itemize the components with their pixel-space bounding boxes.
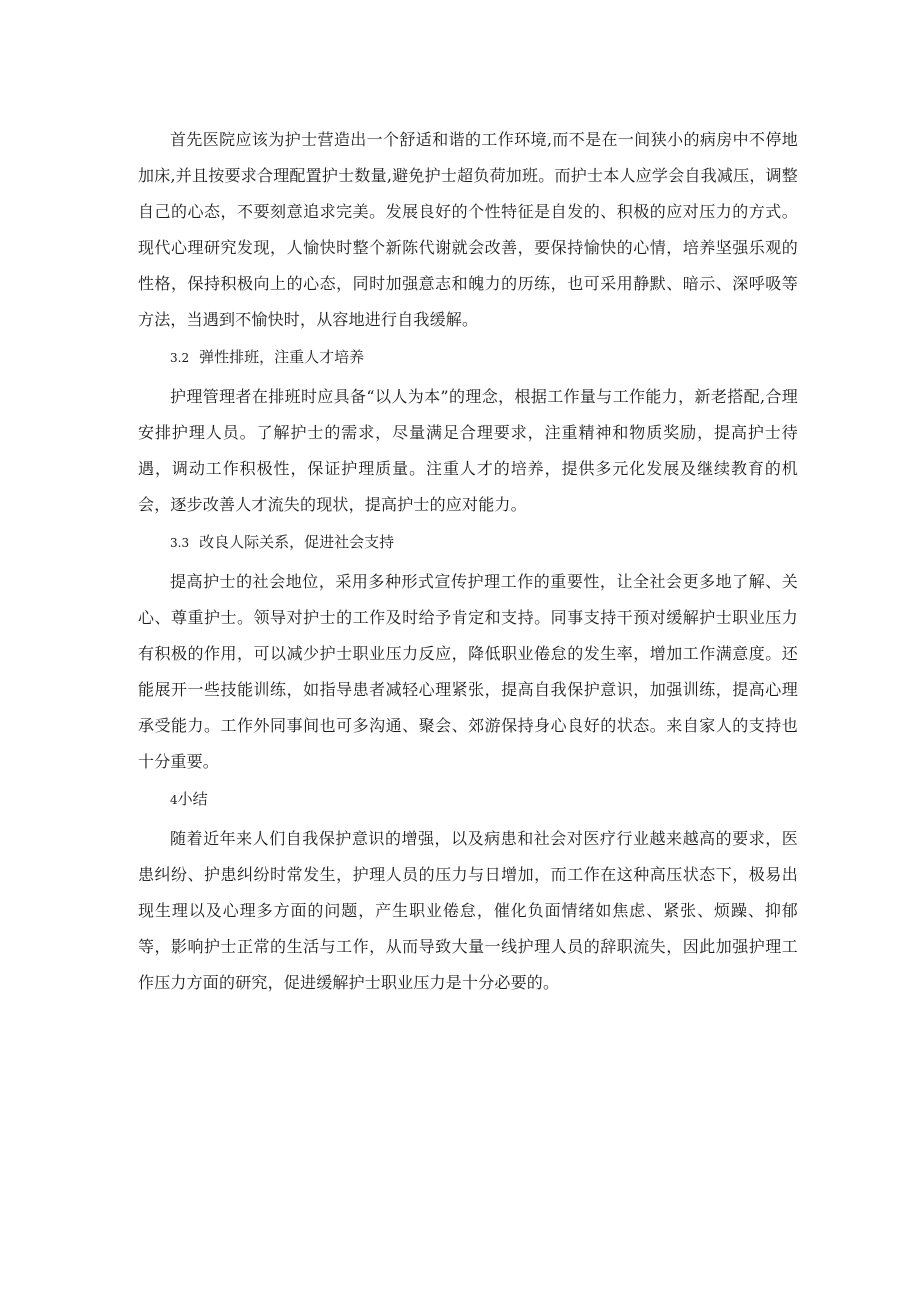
document-page	[138, 122, 798, 1005]
section-title: 弹性排班，注重人才培养	[199, 348, 365, 366]
section-number: 4	[170, 793, 178, 807]
section-heading-3-2	[138, 342, 798, 373]
section-number: 3.2	[170, 351, 190, 365]
paragraph-summary: 随着近年来人们自我保护意识的增强，以及病患和社会对医疗行业越来越高的要求，医患纠纷、护患纠纷时常发生，护理人员的压力与日增加，而工作在这种高压状态下，极易出现生理以及心理多方面的问题，产生职业倦怠，催化负面情绪如焦虑、紧张、烦躁、抑郁等，影响护士正常的生活与工作，从而导致大量一线护理人员的辞职流失，因此加强护理工作压力方面的研究，促进缓解护士职业压力是十分必要的。	[138, 829, 798, 992]
section-heading-3-3	[138, 527, 798, 558]
section-heading-4	[138, 784, 798, 815]
paragraph-social-support: 提高护士的社会地位，采用多种形式宣传护理工作的重要性，让全社会更多地了解、关心、尊重护士。领导对护士的工作及时给予肯定和支持。同事支持干预对缓解护士职业压力有积极的作用，可以减少护士职业压力反应，降低职业倦怠的发生率，增加工作满意度。还能展开一些技能训练，如指导患者减轻心理紧张，提高自我保护意识，加强训练，提高心理承受能力。工作外同事间也可多沟通、聚会、郊游保持身心良好的状态。来自家人的支持也十分重要。	[138, 572, 798, 771]
section-number: 3.3	[170, 536, 190, 550]
section-title: 小结	[177, 790, 208, 808]
paragraph-work-environment: 首先医院应该为护士营造出一个舒适和谐的工作环境,而不是在一间狭小的病房中不停地加床,并且按要求合理配置护士数量,避免护士超负荷加班。而护士本人应学会自我减压，调整自己的心态，不要刻意追求完美。发展良好的个性特征是自发的、积极的应对压力的方式。现代心理研究发现，人愉快时整个新陈代谢就会改善，要保持愉快的心情，培养坚强乐观的性格，保持积极向上的心态，同时加强意志和魄力的历练，也可采用静默、暗示、深呼吸等方法，当遇到不愉快时，从容地进行自我缓解。	[138, 130, 798, 329]
section-title: 改良人际关系，促进社会支持	[199, 533, 395, 551]
paragraph-flexible-scheduling: 护理管理者在排班时应具备“以人为本”的理念，根据工作量与工作能力，新老搭配,合理安排护理人员。了解护士的需求，尽量满足合理要求，注重精神和物质奖励，提高护士待遇，调动工作积极性，保证护理质量。注重人才的培养，提供多元化发展及继续教育的机会，逐步改善人才流失的现状，提高护士的应对能力。	[138, 387, 798, 514]
